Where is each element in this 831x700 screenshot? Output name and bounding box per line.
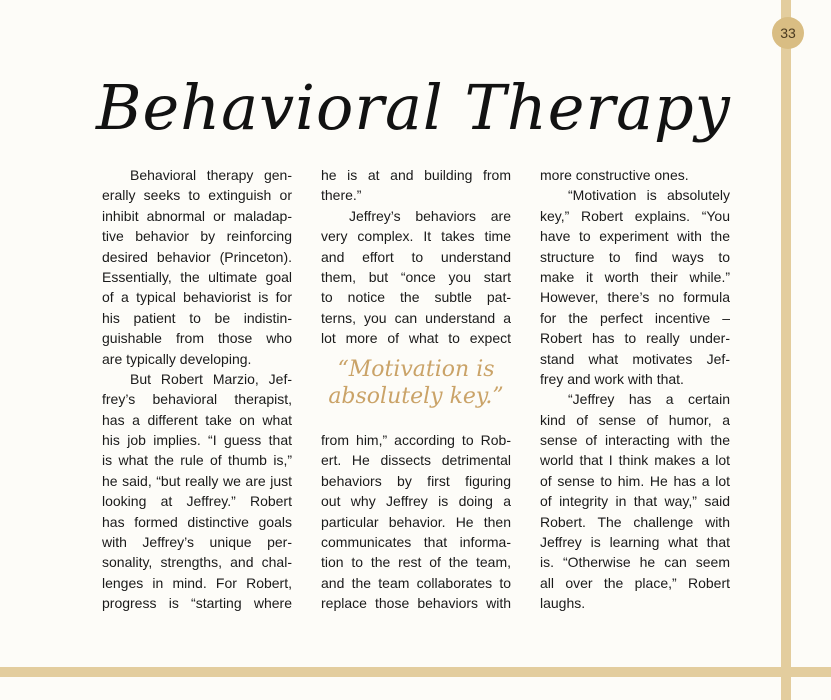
text-line: frey and work with that. (540, 370, 684, 387)
text-line: behaviors by first figuring (321, 472, 511, 489)
text-line: lenges in mind. For Robert, (102, 574, 292, 591)
text-line: progress is “starting where (102, 595, 292, 612)
text-line: has a different take on what (102, 411, 292, 428)
text-line: desired behavior (Princeton). (102, 248, 292, 265)
pull-quote-line-2: absolutely key.” (328, 384, 504, 409)
text-line: Essentially, the ultimate goal (102, 268, 292, 285)
text-column-1 (102, 165, 292, 614)
pull-quote-line-1: “Motivation is (337, 357, 495, 382)
text-line: However, there’s no formula (540, 289, 730, 306)
text-line: “Jeffrey has a certain (568, 391, 730, 408)
text-line: all over the place,” Robert (540, 574, 730, 591)
text-line: lot more of what to expect (321, 330, 511, 347)
text-line: with Jeffrey’s unique per- (102, 534, 292, 551)
text-line: out why Jeffrey is doing a (321, 493, 511, 510)
text-line: replace those behaviors with (321, 595, 511, 612)
text-line: sense of interacting with the (540, 432, 730, 449)
text-line: and effort to understand (321, 248, 511, 265)
text-line: make it worth their while.” (540, 268, 730, 285)
text-line: structure to find ways to (540, 248, 730, 265)
text-line: he said, “but really we are just (102, 472, 292, 489)
text-line: is. “Otherwise he can seem (540, 554, 730, 571)
text-line: them, but “once you start (321, 268, 511, 285)
text-line: key,” Robert explains. “You (540, 207, 730, 224)
text-line: stand what motivates Jef- (540, 350, 730, 367)
text-line: erally seeks to extinguish or (102, 187, 292, 204)
pull-quote (321, 356, 511, 410)
text-line: he is at and building from (321, 167, 511, 183)
text-line: world that I think makes a lot (540, 452, 730, 469)
text-line: Robert has to really under- (540, 330, 730, 347)
text-line: of integrity in that way,” said (540, 493, 730, 510)
text-line: “Motivation is absolutely (568, 187, 730, 204)
text-line: very complex. It takes time (321, 228, 511, 245)
text-line: there.” (321, 187, 362, 204)
text-line: has formed distinctive goals (102, 513, 292, 530)
text-line: from him,” according to Rob- (321, 432, 511, 448)
article-title: Behavioral Therapy (96, 71, 731, 144)
text-column-2-top (321, 165, 511, 349)
text-column-2-bottom (321, 430, 511, 614)
text-line: of sense to him. He has a lot (540, 472, 730, 489)
text-line: Jeffrey is learning what that (540, 534, 730, 551)
text-line: Robert. The challenge with (540, 513, 730, 530)
text-line: for the perfect incentive – (540, 309, 730, 326)
text-line: Jeffrey’s behaviors are (349, 207, 511, 224)
text-line: Behavioral therapy gen- (130, 167, 292, 183)
text-line: communicates that informa- (321, 533, 511, 550)
text-line: his job implies. “I guess that (102, 432, 292, 449)
text-line: have to experiment with the (540, 228, 730, 245)
text-line: is what the rule of thumb is,” (102, 452, 292, 469)
text-line: sonality, strengths, and chal- (102, 554, 292, 571)
text-line: guishable from those who (102, 330, 292, 347)
text-line: of a typical behaviorist is for (102, 289, 292, 306)
text-line: frey’s behavioral therapist, (102, 391, 292, 408)
text-line: inhibit abnormal or maladap- (102, 207, 292, 224)
text-line: tive behavior by reinforcing (102, 228, 292, 245)
text-line: But Robert Marzio, Jef- (130, 370, 292, 387)
text-line: looking at Jeffrey.” Robert (102, 493, 292, 510)
text-line: to notice the subtle pat- (321, 289, 511, 306)
text-line: his patient to be indistin- (102, 309, 292, 326)
horizontal-accent-bar (0, 667, 831, 677)
text-line: terns, you can understand a (321, 309, 511, 326)
text-column-3 (540, 165, 730, 614)
text-line: tion to the rest of the team, (321, 554, 511, 571)
text-line: are typically developing. (102, 350, 252, 367)
text-line: ert. He dissects detrimental (321, 452, 511, 469)
text-line: and the team collaborates to (321, 574, 511, 591)
text-line: kind of sense of humor, a (540, 411, 730, 428)
text-line: laughs. (540, 595, 586, 612)
page-number-badge: 33 (772, 17, 804, 49)
vertical-accent-bar (781, 0, 791, 700)
text-line: more constructive ones. (540, 167, 689, 183)
text-line: particular behavior. He then (321, 513, 511, 530)
